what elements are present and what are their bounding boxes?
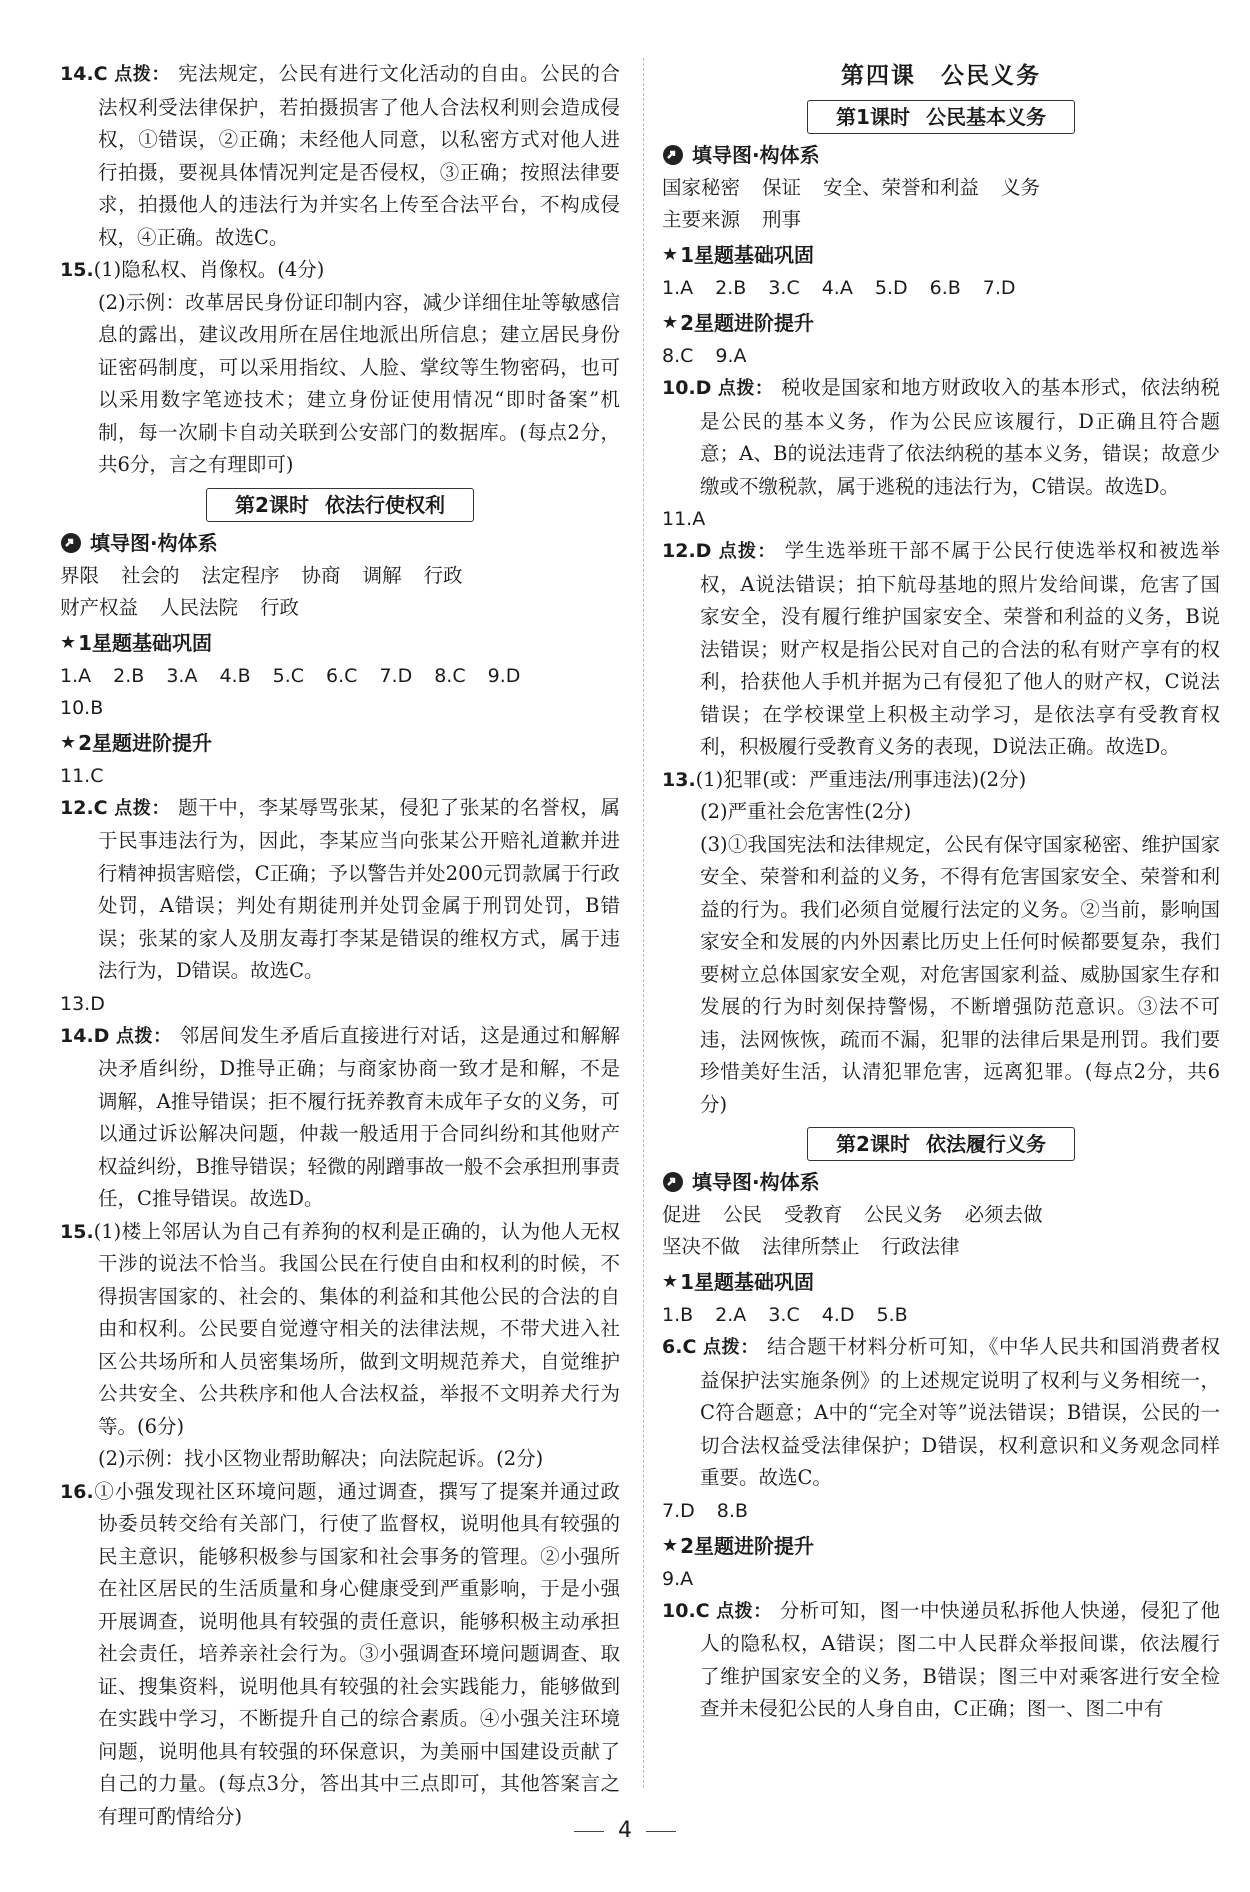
answer-11: 11.C xyxy=(60,764,104,787)
answer-12d: 12.D 点拨： 学生选举班干部不属于公民行使选举权和被选举权，A说法错误；拍下航母基地的照片发给间谍，危害了国家安全，没有履行维护国家安全、荣誉和利益的义务，B说法错误；财产权是指公民对自己的合法的私有财产享有的权利，拾获他人手机并据为己有侵犯了他人的财产权，C说法错误；在学校课堂上积极主动学习，是依法享有受教育权利，积极履行受教育义务的表现，D说法正确。故选D。 xyxy=(662,539,1220,758)
answer-13-part1: 13.(1)犯罪(或：严重违法/刑事违法)(2分) xyxy=(662,767,1027,791)
fill-map-heading: 填导图·构体系 xyxy=(662,138,1220,172)
answer-11a: 11.A xyxy=(662,508,706,530)
answer-15-part2: (2)示例：改革居民身份证印制内容，减少详细住址等敏感信息的露出，建议改用所在居住地派出所信息；建立居民身份证密码制度，可以采用指纹、人脸、掌纹等生物密码，也可以采用数字笔迹技术；建立身份证使用情况“即时备案”机制，每一次刷卡自动关联到公安部门的数据库。(每点2分，共6分，言之有理即可) xyxy=(98,290,620,476)
answer-16: 16.①小强发现社区环境问题，通过调查，撰写了提案并通过政协委员转交给有关部门，行使了监督权，说明他具有较强的民主意识，能够积极参与国家和社会事务的管理。②小强所在社区居民的生活质量和身心健康受到严重影响，于是小强开展调查，说明他具有较强的责任意识，能够积极主动承担社会责任，培养亲社会行为。③小强调查环境问题调查、取证、搜集资料，说明他具有较强的社会实践能力，能够做到在实践中学习，不断提升自己的综合素质。④小强关注环境问题，说明他具有较强的环保意识，为美丽中国建设贡献了自己的力量。(每点3分，答出其中三点即可，其他答案言之有理可酌情给分) xyxy=(60,1479,620,1828)
arrow-circle-icon xyxy=(662,144,684,166)
star2-heading: ★ 2星题进阶提升 xyxy=(60,726,620,760)
arrow-circle-icon xyxy=(60,532,82,554)
star2-heading: ★ 2星题进阶提升 xyxy=(662,1529,1220,1563)
star1-heading: ★ 1星题基础巩固 xyxy=(60,626,620,660)
lesson-header-2: 第2课时 依法行使权利 xyxy=(206,488,474,522)
lesson-header-1: 第1课时 公民基本义务 xyxy=(807,100,1075,134)
star2-heading: ★ 2星题进阶提升 xyxy=(662,306,1220,340)
page-footer xyxy=(0,1818,1250,1843)
answer-13-part2: (2)严重社会危害性(2分) xyxy=(700,800,912,823)
answer-6c: 6.C 点拨： 结合题干材料分析可知，《中华人民共和国消费者权益保护法实施条例》的上述规定说明了权利与义务相统一，C符合题意；A中的“完全对等”说法错误；B错误，公民的一切合法权益受法律保护；D错误，权利意识和义务观念同样重要。故选C。 xyxy=(662,1335,1220,1489)
star1-answers: 1.A 2.B 3.A 4.B 5.C 6.C 7.D 8.C 9.D 10.B xyxy=(60,664,521,719)
lesson-header-2b: 第2课时 依法履行义务 xyxy=(807,1127,1075,1161)
answer-15b-part2: (2)示例：找小区物业帮助解决；向法院起诉。(2分) xyxy=(98,1447,544,1470)
fill-map-heading: 填导图·构体系 xyxy=(662,1165,1220,1199)
answer-14d: 14.D 点拨： 邻居间发生矛盾后直接进行对话，这是通过和解解决矛盾纠纷，D推导正确；与商家协商一致才是和解，不是调解，A推导错误；拒不履行抚养教育未成年子女的义务，可以通过诉讼解决问题，仲裁一般适用于合同纠纷和其他财产权益纠纷，B推导错误；轻微的剐蹭事故一般不会承担刑事责任，C推导错误。故选D。 xyxy=(60,1023,620,1210)
star1-heading: ★ 1星题基础巩固 xyxy=(662,1265,1220,1299)
star1-heading: ★ 1星题基础巩固 xyxy=(662,238,1220,272)
column-divider xyxy=(643,58,644,1788)
answer-10c: 10.C 点拨： 分析可知，图一中快递员私拆他人快递，侵犯了他人的隐私权，A错误；图二中人民群众举报间谍，依法履行了维护国家安全的义务，B错误；图三中对乘客进行安全检查并未侵犯公民的人身自由，C正确；图一、图二中有 xyxy=(662,1598,1220,1720)
answer-10d: 10.D 点拨： 税收是国家和地方财政收入的基本形式，依法纳税是公民的基本义务，作为公民应该履行，D正确且符合题意；A、B的说法违背了依法纳税的基本义务，错误；故意少缴或不缴税款，属于逃税的违法行为，C错误。故选D。 xyxy=(662,376,1220,498)
answer-12c: 12.C 点拨： 题干中，李某辱骂张某，侵犯了张某的名誉权，属于民事违法行为，因此，李某应当向张某公开赔礼道歉并进行精神损害赔偿，C正确；予以警告并处200元罚款属于行政处罚，A错误；判处有期徒刑并处罚金属于刑罚处罚，B错误；张某的家人及朋友毒打李某是错误的维权方式，属于违法行为，D错误。故选C。 xyxy=(60,795,620,982)
star1-answers: 1.B 2.A 3.C 4.D 5.B xyxy=(662,1304,908,1326)
fill-words: 国家秘密 保证 安全、荣誉和利益 义务 主要来源 刑事 xyxy=(662,176,1041,231)
answer-13-part3: (3)①我国宪法和法律规定，公民有保守国家秘密、维护国家安全、荣誉和利益的义务，不得有危害国家安全、荣誉和利益的行为。我们必须自觉履行法定的义务。②当前，影响国家安全和发展的内外因素比历史上任何时候都要复杂，我们要树立总体国家安全观，对危害国家利益、威胁国家生存和发展的行为时刻保持警惕，不断增强防范意识。③法不可违，法网恢恢，疏而不漏，犯罪的法律后果是刑罚。我们要珍惜美好生活，认清犯罪危害，远离犯罪。(每点2分，共6分) xyxy=(700,832,1220,1116)
fill-words: 界限 社会的 法定程序 协商 调解 行政 财产权益 人民法院 行政 xyxy=(60,563,463,619)
unit-title: 第四课 公民义务 xyxy=(841,63,1041,89)
arrow-circle-icon xyxy=(662,1171,684,1193)
footer-dash-right xyxy=(646,1831,676,1832)
star-icon: ★ xyxy=(662,1271,679,1292)
star-icon: ★ xyxy=(662,244,679,265)
star-icon: ★ xyxy=(60,731,77,753)
answers-8-9: 8.C 9.A xyxy=(662,345,747,367)
star-icon: ★ xyxy=(662,1534,679,1556)
answer-15b-part1: 15.(1)楼上邻居认为自己有养狗的权利是正确的，认为他人无权干涉的说法不恰当。我国公民在行使自由和权利的时候，不得损害国家的、社会的、集体的利益和其他公民的合法的自由和权利。公民要自觉遵守相关的法律法规，不带犬进入社区公共场所和人员密集场所，做到文明规范养犬，自觉维护公共安全、公共秩序和他人合法权益，举报不文明养犬行为等。(6分) xyxy=(60,1219,620,1438)
page-number: 4 xyxy=(618,1818,632,1843)
answers-7-8: 7.D 8.B xyxy=(662,1499,748,1522)
answer-15-part1: 15.(1)隐私权、肖像权。(4分) xyxy=(60,258,325,281)
fill-map-heading: 填导图·构体系 xyxy=(60,526,620,560)
star-icon: ★ xyxy=(662,312,679,333)
fill-words: 促进 公民 受教育 公民义务 必须去做 坚决不做 法律所禁止 行政法律 xyxy=(662,1203,1043,1258)
star-icon: ★ xyxy=(60,631,77,653)
answer-13: 13.D xyxy=(60,992,105,1015)
answer-14c: 14.C 点拨： 宪法规定，公民有进行文化活动的自由。公民的合法权利受法律保护，若拍摄损害了他人合法权利则会造成侵权，①错误，②正确；未经他人同意，以私密方式对他人进行拍摄，要视具体情况判定是否侵权，③正确；按照法律要求，拍摄他人的违法行为并实名上传至合法平台，不构成侵权，④正确。故选C。 xyxy=(60,62,620,249)
right-column xyxy=(662,58,1220,1726)
left-column xyxy=(60,58,620,1833)
answer-9a: 9.A xyxy=(662,1567,694,1590)
footer-dash-left xyxy=(574,1831,604,1832)
star1-answers: 1.A 2.B 3.C 4.A 5.D 6.B 7.D xyxy=(662,277,1016,299)
